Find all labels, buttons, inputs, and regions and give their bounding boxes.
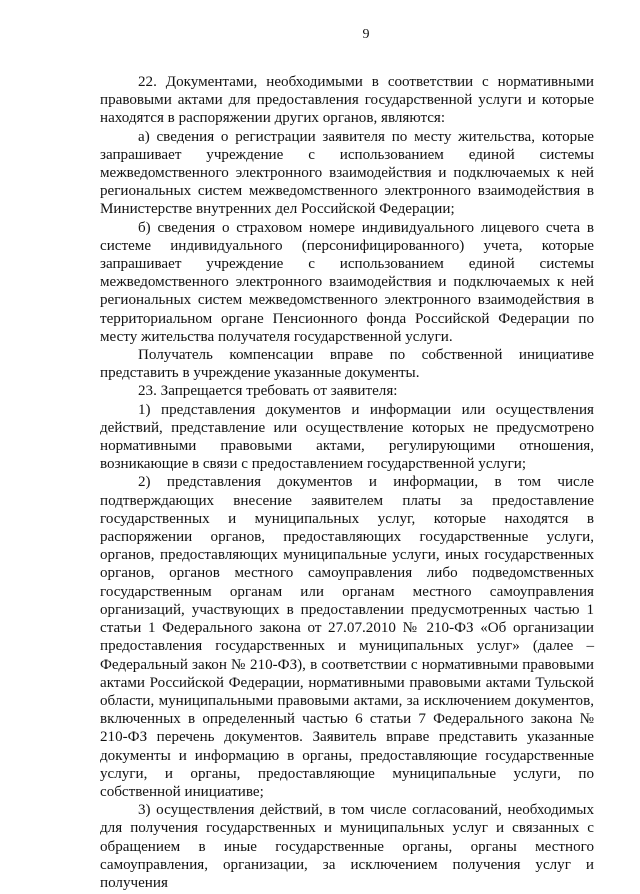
paragraph-23-3: 3) осуществления действий, в том числе согласований, необходимых для получения государственных и муниципальных услуг и связанных с обращением в иные государственные органы, органы местного самоуправления, организации, за исключением получения услуг и получения (100, 802, 594, 891)
paragraph-22-own-initiative: Получатель компенсации вправе по собственной инициативе представить в учреждение указанные документы. (100, 347, 594, 382)
document-body (100, 73, 594, 892)
paragraph-23-intro: 23. Запрещается требовать от заявителя: (138, 383, 398, 400)
paragraph-22-a: а) сведения о регистрации заявителя по месту жительства, которые запрашивает учреждение с использованием единой системы межведомственного электронного взаимодействия и подключаемых к ней региональных систем межведомственного электронного взаимодействия в Министерстве внутренних дел Российской Федерации; (100, 128, 594, 218)
page-number: 9 (362, 27, 370, 42)
paragraph-22-b: б) сведения о страховом номере индивидуального лицевого счета в системе индивидуального (персонифицированного) учета, которые запрашивает учреждение с использованием единой системы межведомственного электронного взаимодействия и подключаемых к ней региональных систем межведомственного электронного взаимодействия в территориальном органе Пенсионного фонда Российской Федерации по месту жительства получателя государственной услуги. (100, 219, 594, 345)
paragraph-22-intro: 22. Документами, необходимыми в соответствии с нормативными правовыми актами для предоставления государственной услуги и которые находятся в распоряжении других органов, являются: (100, 74, 594, 127)
paragraph-23-2: 2) представления документов и информации, в том числе подтверждающих внесение заявителем платы за предоставление государственных и муниципальных услуг, которые находятся в распоряжении органов, предоставляющих государственные услуги, органов, предоставляющих муниципальные услуги, иных государственных органов, органов местного самоуправления либо подведомственных государственным органам или органам местного самоуправления организаций, участвующих в предоставлении предусмотренных частью 1 статьи 1 Федерального закона от 27.07.2010 № 210-ФЗ «Об организации предоставления государственных и муниципальных услуг» (далее – Федеральный закон № 210-ФЗ), в соответствии с нормативными правовыми актами Российской Федерации, нормативными правовыми актами Тульской области, муниципальными правовыми актами, за исключением документов, включенных в определенный частью 6 статьи 7 Федерального закона № 210-ФЗ перечень документов. Заявитель вправе представить указанные документы и информацию в органы, предоставляющие государственные услуги, и органы, предоставляющие муниципальные услуги, по собственной инициативе; (100, 474, 594, 800)
paragraph-23-1: 1) представления документов и информации или осуществления действий, представление или осуществление которых не предусмотрено нормативными правовыми актами, регулирующими отношения, возникающие в связи с предоставлением государственной услуги; (100, 401, 594, 473)
